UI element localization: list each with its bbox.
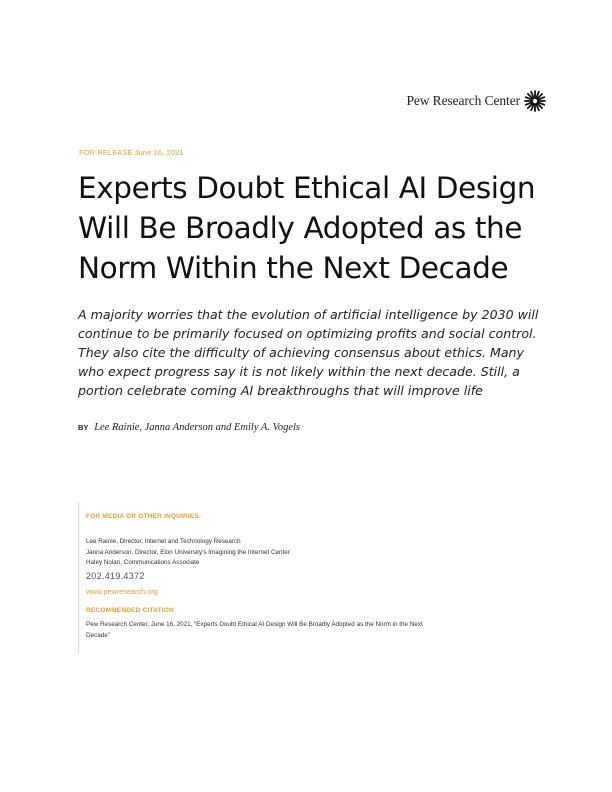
contact-phone: 202.419.4372 (86, 570, 145, 581)
subtitle-line: who expect progress say it is not likely within the next decade. Still, a (78, 364, 520, 379)
citation-heading: RECOMMENDED CITATION (86, 606, 174, 614)
brand-name: Pew Research Center (406, 93, 520, 108)
contact-list (86, 537, 466, 569)
subtitle-line: They also cite the difficulty of achieving consensus about ethics. Many (78, 345, 524, 360)
pew-logo (406, 90, 546, 112)
byline-authors: Lee Rainie, Janna Anderson and Emily A. Vogels (94, 422, 300, 433)
contact-person: Haley Nolan, Communications Associate (86, 559, 200, 566)
subtitle-line: continue to be primarily focused on optimizing profits and social control. (78, 326, 537, 341)
subtitle-line: portion celebrate coming AI breakthroughs that will improve life (78, 383, 483, 398)
sunburst-icon (524, 90, 546, 112)
contact-person: Janna Anderson, Director, Elon University's Imagining the Internet Center (86, 548, 290, 556)
recommended-citation: Pew Research Center, June 16, 2021, “Experts Doubt Ethical AI Design Will Be Broadly Adopted as the Norm in the Next Decade” (86, 620, 423, 639)
media-inquiries-heading: FOR MEDIA OR OTHER INQUIRIES: (86, 513, 202, 520)
contact-person: Lee Rainie, Director, Internet and Technology Research (86, 538, 241, 545)
byline-label: BY (78, 423, 89, 432)
report-subtitle (78, 305, 558, 400)
report-title (78, 168, 558, 288)
byline (78, 422, 300, 433)
title-line: Norm Within the Next Decade (78, 251, 509, 285)
contact-box (78, 502, 466, 654)
subtitle-line: A majority worries that the evolution of artificial intelligence by 2030 will (78, 307, 539, 322)
title-line: Will Be Broadly Adopted as the (78, 211, 523, 245)
title-line: Experts Doubt Ethical AI Design (78, 171, 536, 205)
release-date: FOR RELEASE June 16, 2021 (79, 148, 184, 157)
website-link[interactable]: www.pewresearch.org (86, 586, 158, 596)
